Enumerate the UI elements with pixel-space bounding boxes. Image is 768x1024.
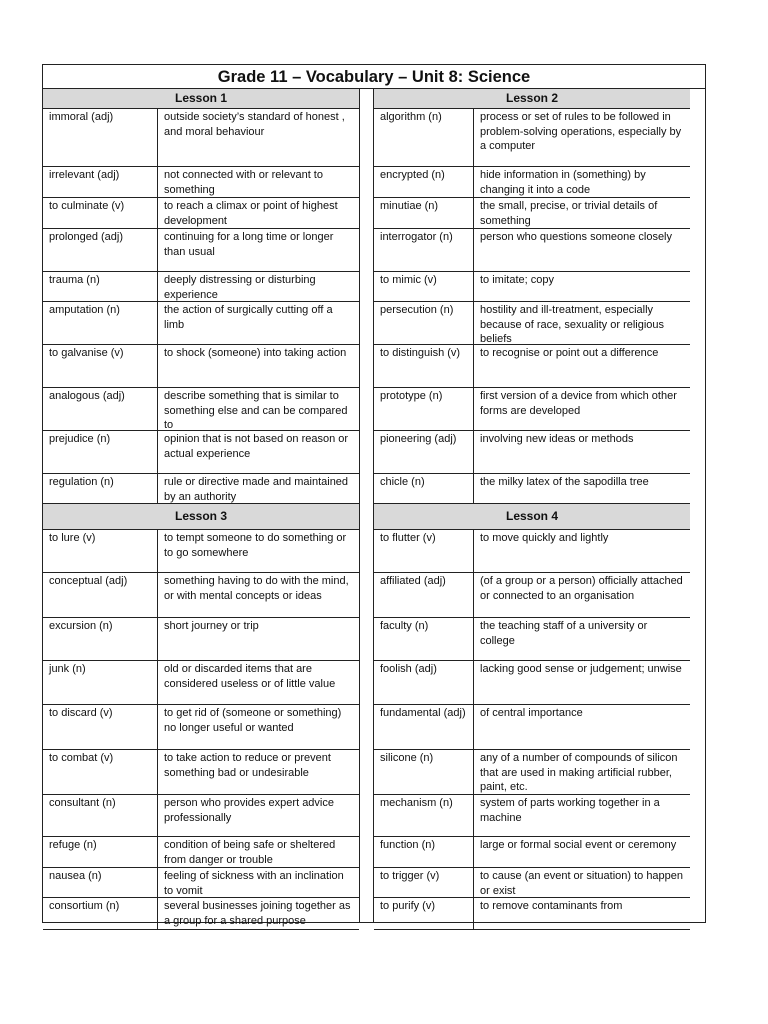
vocab-term: minutiae (n) [374, 198, 474, 228]
table-row [374, 388, 690, 431]
table-row [43, 229, 359, 272]
vocab-term: nausea (n) [43, 868, 158, 897]
vocab-term: to trigger (v) [374, 868, 474, 897]
vocab-definition: to recognise or point out a difference [480, 347, 659, 359]
vocab-definition: feeling of sickness with an inclination to vomit [164, 870, 344, 897]
table-row [374, 530, 690, 573]
vocab-term: function (n) [374, 837, 474, 867]
vocab-definition: any of a number of compounds of silicon that are used in making artificial rubber, paint, etc. [480, 752, 678, 794]
vocab-definition: large or formal social event or ceremony [480, 839, 677, 851]
vocabulary-sheet [42, 64, 706, 927]
lesson-1-heading: Lesson 1 [43, 89, 359, 109]
table-row [374, 302, 690, 345]
vocab-term: amputation (n) [43, 302, 158, 344]
table-row [43, 167, 359, 198]
table-row [43, 750, 359, 795]
vocab-term: to flutter (v) [374, 530, 474, 572]
vocab-definition: short journey or trip [164, 620, 259, 632]
table-row [43, 898, 359, 930]
vocab-term: consortium (n) [43, 898, 158, 929]
vocab-definition: to imitate; copy [480, 274, 554, 286]
vocab-term: silicone (n) [374, 750, 474, 794]
vocab-definition: old or discarded items that are considered useless or of little value [164, 663, 336, 690]
vocab-term: analogous (adj) [43, 388, 158, 430]
table-row [374, 474, 690, 504]
lesson-3-heading: Lesson 3 [43, 504, 359, 530]
vocab-term: interrogator (n) [374, 229, 474, 271]
vocab-definition: to reach a climax or point of highest development [164, 200, 338, 227]
vocab-term: chicle (n) [374, 474, 474, 503]
vocab-term: to lure (v) [43, 530, 158, 572]
vocab-term: consultant (n) [43, 795, 158, 836]
vocab-term: to combat (v) [43, 750, 158, 794]
table-row [374, 898, 690, 930]
table-row [43, 837, 359, 868]
table-row [374, 618, 690, 661]
vocab-term: excursion (n) [43, 618, 158, 660]
vocab-term: regulation (n) [43, 474, 158, 503]
vocab-term: to purify (v) [374, 898, 474, 929]
page-title: Grade 11 – Vocabulary – Unit 8: Science [43, 65, 705, 89]
vocab-definition: the small, precise, or trivial details of something [480, 200, 658, 227]
table-row [374, 167, 690, 198]
table-row [374, 837, 690, 868]
table-row [374, 272, 690, 302]
vocab-definition: something having to do with the mind, or with mental concepts or ideas [164, 575, 349, 602]
vocab-definition: deeply distressing or disturbing experience [164, 274, 316, 301]
table-row [374, 229, 690, 272]
table-row [43, 705, 359, 750]
table-row [374, 109, 690, 167]
table-row [43, 530, 359, 573]
vocab-definition: to shock (someone) into taking action [164, 347, 347, 359]
table-row [43, 198, 359, 229]
vocab-definition: rule or directive made and maintained by an authority [164, 476, 349, 503]
column-gap [359, 89, 374, 922]
vocab-definition: outside society’s standard of honest , and moral behaviour [164, 111, 345, 138]
table-row [43, 272, 359, 302]
table-row [43, 109, 359, 167]
vocab-term: algorithm (n) [374, 109, 474, 166]
vocab-definition: condition of being safe or sheltered from danger or trouble [164, 839, 336, 866]
vocab-definition: system of parts working together in a machine [480, 797, 660, 824]
vocab-term: foolish (adj) [374, 661, 474, 704]
vocab-term: immoral (adj) [43, 109, 158, 166]
table-row [43, 661, 359, 705]
vocab-definition: person who questions someone closely [480, 231, 673, 243]
vocab-term: encrypted (n) [374, 167, 474, 197]
vocab-definition: to get rid of (someone or something) no longer useful or wanted [164, 707, 342, 734]
table-row [374, 795, 690, 837]
vocab-term: to mimic (v) [374, 272, 474, 301]
table-row [43, 431, 359, 474]
table-row [374, 431, 690, 474]
vocab-term: to culminate (v) [43, 198, 158, 228]
vocab-term: prototype (n) [374, 388, 474, 430]
table-row [43, 302, 359, 345]
table-row [374, 573, 690, 618]
table-row [374, 868, 690, 898]
table-row [43, 388, 359, 431]
vocab-term: to distinguish (v) [374, 345, 474, 387]
vocab-definition: lacking good sense or judgement; unwise [480, 663, 682, 675]
vocab-definition: to move quickly and lightly [480, 532, 609, 544]
vocab-definition: involving new ideas or methods [480, 433, 634, 445]
lesson-4-heading: Lesson 4 [374, 504, 690, 530]
vocab-definition: to remove contaminants from [480, 900, 623, 912]
vocab-definition: describe something that is similar to something else and can be compared to [164, 390, 348, 432]
table-row [43, 795, 359, 837]
vocab-definition: of central importance [480, 707, 583, 719]
table-row [43, 618, 359, 661]
vocab-term: to galvanise (v) [43, 345, 158, 387]
table-row [374, 661, 690, 705]
vocab-definition: hide information in (something) by changing it into a code [480, 169, 646, 196]
vocab-definition: the teaching staff of a university or college [480, 620, 648, 647]
vocab-term: mechanism (n) [374, 795, 474, 836]
table-row [43, 345, 359, 388]
table-row [374, 345, 690, 388]
vocab-term: prejudice (n) [43, 431, 158, 473]
vocab-definition: the action of surgically cutting off a limb [164, 304, 333, 331]
vocab-term: fundamental (adj) [374, 705, 474, 749]
vocab-definition: to cause (an event or situation) to happen or exist [480, 870, 684, 897]
right-column [374, 89, 690, 922]
vocab-term: to discard (v) [43, 705, 158, 749]
vocab-definition: continuing for a long time or longer than usual [164, 231, 334, 258]
table-row [374, 705, 690, 750]
vocab-term: prolonged (adj) [43, 229, 158, 271]
vocab-definition: not connected with or relevant to something [164, 169, 323, 196]
vocab-definition: opinion that is not based on reason or actual experience [164, 433, 349, 460]
vocab-term: persecution (n) [374, 302, 474, 344]
vocab-term: trauma (n) [43, 272, 158, 301]
table-row [374, 750, 690, 795]
vocab-definition: the milky latex of the sapodilla tree [480, 476, 649, 488]
vocab-term: faculty (n) [374, 618, 474, 660]
vocab-definition: (of a group or a person) officially attached or connected to an organisation [480, 575, 683, 602]
vocab-definition: to tempt someone to do something or to go somewhere [164, 532, 347, 559]
vocab-term: pioneering (adj) [374, 431, 474, 473]
vocab-term: affiliated (adj) [374, 573, 474, 617]
lesson-2-heading: Lesson 2 [374, 89, 690, 109]
vocab-definition: person who provides expert advice professionally [164, 797, 334, 824]
vocab-term: junk (n) [43, 661, 158, 704]
vocab-term: irrelevant (adj) [43, 167, 158, 197]
vocab-definition: several businesses joining together as a group for a shared purpose [164, 900, 351, 927]
table-row [43, 868, 359, 898]
table-row [374, 198, 690, 229]
table-row [43, 573, 359, 618]
vocab-definition: hostility and ill-treatment, especially because of race, sexuality or religious beliefs [480, 304, 665, 346]
vocab-term: conceptual (adj) [43, 573, 158, 617]
table-row [43, 474, 359, 504]
vocab-definition: process or set of rules to be followed in problem-solving operations, especially by a computer [480, 111, 682, 153]
left-column [43, 89, 359, 927]
vocab-term: refuge (n) [43, 837, 158, 867]
vocab-definition: to take action to reduce or prevent something bad or undesirable [164, 752, 331, 779]
vocab-definition: first version of a device from which other forms are developed [480, 390, 677, 417]
